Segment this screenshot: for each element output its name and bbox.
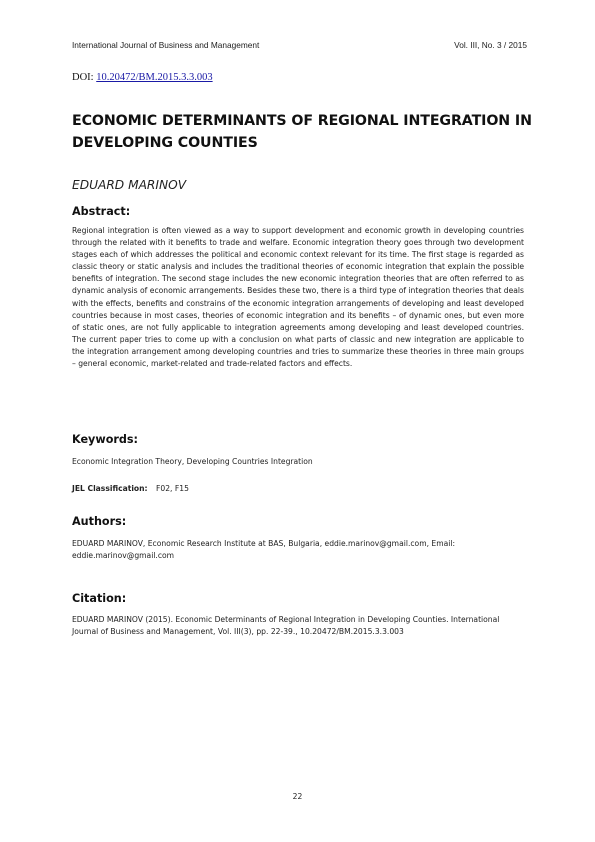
- volume-info: Vol. III, No. 3 / 2015: [454, 40, 527, 50]
- authors-text: EDUARD MARINOV, Economic Research Institute at BAS, Bulgaria, eddie.marinov@gmail.com, Email: eddie.marinov@gmail.com: [72, 539, 456, 561]
- jel-codes: F02, F15: [156, 484, 189, 493]
- author-name: EDUARD MARINOV: [72, 178, 187, 192]
- doi-line: [72, 72, 213, 83]
- authors-heading: Authors:: [72, 515, 127, 528]
- doi-label: DOI:: [72, 72, 94, 83]
- abstract-text: Regional integration is often viewed as a way to support development and economic growth in developing countries through the related with it benefits to trade and welfare. Economic integration theory goes through two development stages each of which addresses the political and economic context relevant for its time. The first stage is regarded as classic theory or static analysis and includes the traditional theories of economic integration that explain the possible benefits of integration. The second stage includes the new economic integration theories that are often referred to as dynamic analysis of economic arrangements. Besides these two, there is a third type of integration theories that deals with the effects, benefits and constrains of the economic integration arrangements of developing and least developed countries because in most cases, theories of economic integration and its benefits – of dynamic ones, but even more of static ones, are not fully applicable to integration agreements among developing and least developed countries. The current paper tries to come up with a conclusion on what parts of classic and new integration are applicable to the integration arrangement among developing countries and tries to summarize these theories in three main groups – general economic, market-related and trade-related factors and effects.: [72, 226, 524, 369]
- keywords-text: Economic Integration Theory, Developing Countries Integration: [72, 457, 313, 466]
- jel-classification: [72, 483, 527, 495]
- doi-link[interactable]: 10.20472/BM.2015.3.3.003: [96, 72, 213, 83]
- keywords-heading: Keywords:: [72, 433, 139, 446]
- page-number: 22: [292, 792, 303, 801]
- abstract-heading: Abstract:: [72, 205, 131, 218]
- running-header: [72, 40, 527, 50]
- citation-text: EDUARD MARINOV (2015). Economic Determinants of Regional Integration in Developing Counties. International Journal of Business and Management, Vol. III(3), pp. 22-39., 10.20472/BM.2015.3.3.003: [72, 615, 500, 637]
- paper-title: ECONOMIC DETERMINANTS OF REGIONAL INTEGRATION IN DEVELOPING COUNTIES: [72, 113, 532, 151]
- journal-name: International Journal of Business and Management: [72, 40, 260, 50]
- jel-label: JEL Classification:: [72, 484, 148, 493]
- citation-heading: Citation:: [72, 592, 127, 605]
